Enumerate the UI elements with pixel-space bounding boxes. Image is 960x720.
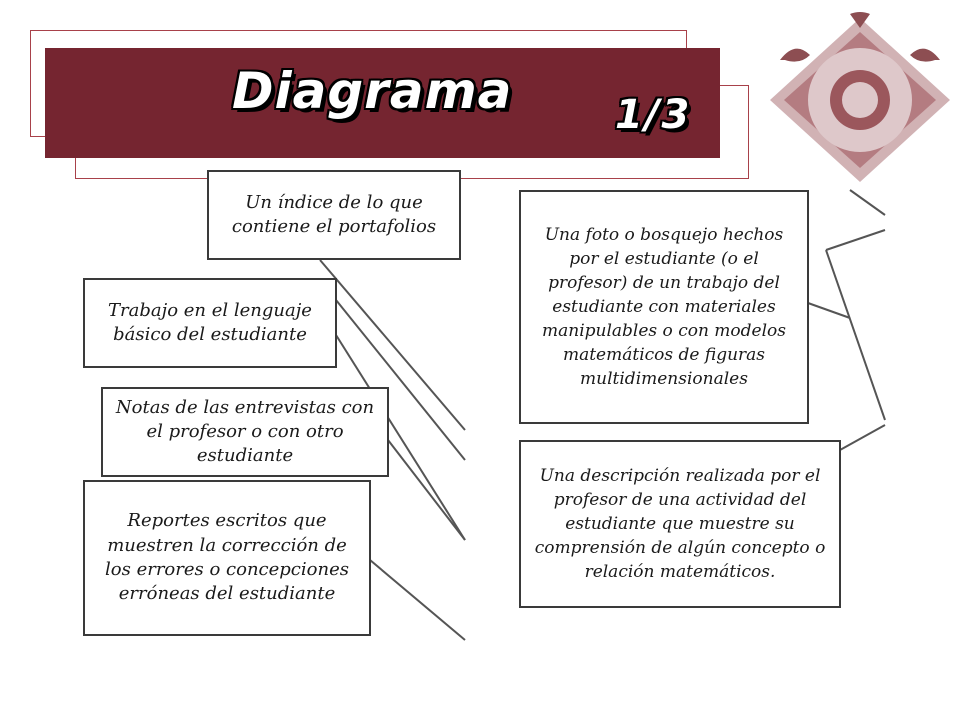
box-reportes-escritos: Reportes escritos que muestren la corrección de los errores o concepciones erróneas del estudiante: [83, 480, 371, 636]
box-notas-entrevistas: Notas de las entrevistas con el profesor o con otro estudiante: [101, 387, 389, 477]
box-trabajo-lenguaje: Trabajo en el lenguaje básico del estudiante: [83, 278, 337, 368]
page-number: 1/3: [615, 92, 692, 138]
right-gap: [887, 185, 960, 655]
center-gap: [467, 185, 517, 655]
box-indice: Un índice de lo que contiene el portafolios: [207, 170, 461, 260]
box-descripcion-profesor: Una descripción realizada por el profesor de una actividad del estudiante que muestre su comprensión de algún concepto o relación matemáticos.: [519, 440, 841, 608]
box-foto-bosquejo: Una foto o bosquejo hechos por el estudiante (o el profesor) de un trabajo del estudiante con materiales manipulables o con modelos matemáticos de figuras multidimensionales: [519, 190, 809, 424]
page-title: Diagrama: [232, 62, 513, 120]
